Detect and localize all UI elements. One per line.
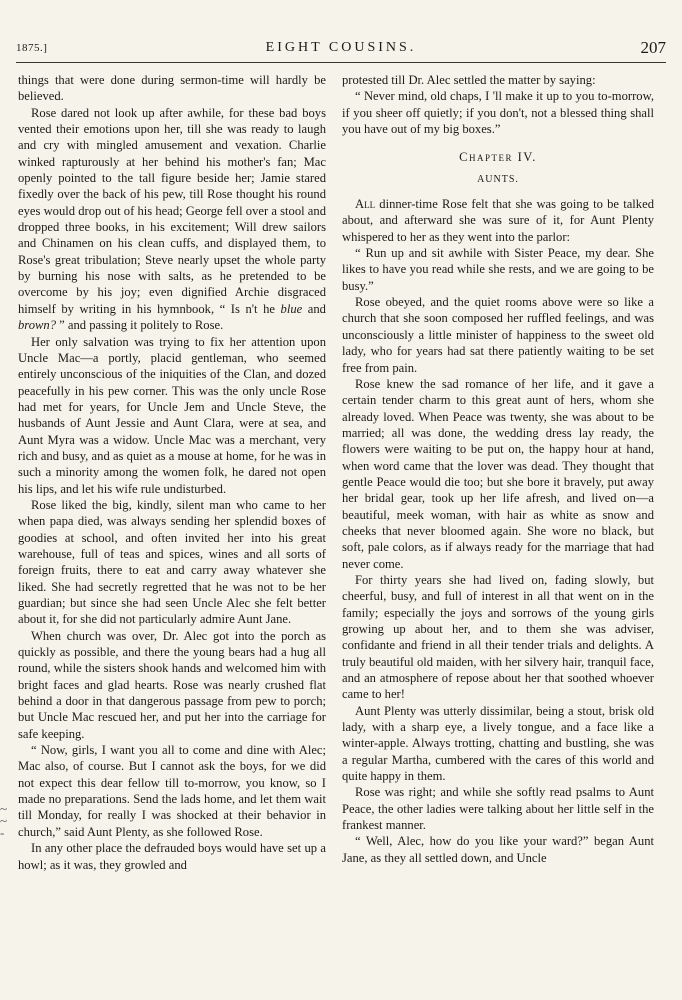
chapter-subtitle: AUNTS. [477, 173, 519, 185]
running-header [16, 38, 666, 60]
chapter-title: Chapter IV. [459, 150, 537, 165]
paragraph-text: dinner-time Rose felt that she was going to be talked about, and afterward she was sure of it, for Aunt Plenty whispered to her as they went into the parlor: [342, 197, 654, 244]
paragraph [18, 105, 326, 334]
paragraph-text: ” and passing it politely to Rose. [56, 318, 224, 333]
italic-word: brown? [18, 318, 57, 333]
paragraph-text: Rose dared not look up after awhile, for these bad boys vented their emotions upon her, till she was ready to laugh and cry with mingled amusement and vexation. Charlie winked rapturously at her behind his mother's fan; Mac openly pointed to the tall figure beside her; Jamie stared fixedly over the back of his pew, till Rose thought his round eyes would drop out of his head; George fell over a stool and dropped three books, in his excitement; Will drew sailors and Chinamen on his clean cuffs, and displayed them, to Rose's great tribulation; Steve nearly upset the whole party by burning his nose with salts, as he pretended to be overcome by his joy; even dignified Archie disgraced himself by writing in his hymnbook, “ Is n't he [18, 105, 326, 316]
margin-pencil-mark: ~ ~ - [0, 801, 8, 840]
paragraph: In any other place the defrauded boys would have set up a howl; as it was, they growled and [18, 841, 326, 872]
paragraph: “ Run up and sit awhile with Sister Peace, my dear. She likes to have you read while she rests, and we are going to be busy.” [342, 246, 654, 293]
paragraph: Rose liked the big, kindly, silent man who came to her when papa died, was always sending her splendid boxes of goodies at school, and often invited her into his great warehouse, full of teas and spices, wines and all sorts of foreign fruits, there to eat and carry away whatever she liked. She had secretly regretted that he was not to be her guardian; but since she had seen Uncle Alec she felt better about it, for she did not particularly admire Aunt Jane. [18, 497, 326, 627]
paragraph: Rose knew the sad romance of her life, and it gave a certain tender charm to this great aunt of hers, whom she already loved. When Peace was twenty, she was about to be married; all was done, the wedding dress lay ready, the flowers were waiting to be put on, the happy hour at hand, when word came that the lover was dead. They thought that gentle Peace would die too; but she bore it bravely, put away her bridal gear, took up her life afresh, and lived on—a beautiful, meek woman, with hair as white as snow and cheeks that never bloomed again. She wore no black, but soft, pale colors, as if always ready for the marriage that had never come. [342, 376, 654, 571]
paragraph: Aunt Plenty was utterly dissimilar, being a stout, brisk old lady, with a sharp eye, a lively tongue, and a face like a winter-apple. Always trotting, chatting and bustling, she was a regular Martha, cumbered with the cares of this world and quite happy in them. [342, 703, 654, 784]
paragraph-text: and [302, 301, 326, 316]
page-number: 207 [640, 38, 666, 57]
paragraph [342, 196, 654, 245]
paragraph: “ Never mind, old chaps, I 'll make it up to you to-morrow, if you sheer off quietly; if you don't, not a blessed thing shall you have out of my big boxes.” [342, 89, 654, 137]
italic-word: blue [280, 301, 303, 316]
drop-lead-word: All [355, 197, 376, 212]
header-rule [16, 62, 666, 63]
paragraph: protested till Dr. Alec settled the matter by saying: [342, 73, 596, 87]
paragraph: Her only salvation was trying to fix her attention upon Uncle Mac—a portly, placid gentleman, who seemed entirely unconscious of the iniquities of the Clan, and dozed peacefully in his pew corner. This was the only uncle Rose had met for years, for Uncle Jem and Uncle Steve, the husbands of Aunt Jessie and Aunt Clara, were at sea, and Aunt Myra was a widow. Uncle Mac was a merchant, very rich and busy, and as quiet as a mouse at home, for he was in such a minority among the women folk, he dared not open his lips, and let his wife rule undisturbed. [18, 334, 326, 496]
header-year: 1875.] [16, 42, 48, 54]
paragraph: Rose obeyed, and the quiet rooms above were so like a church that she soon composed her ruffled feelings, and was unconsciously a little minister of happiness to the sweet old lady, who for years had sat there patiently waiting to be set free from pain. [342, 295, 654, 375]
paragraph: “ Well, Alec, how do you like your ward?” began Aunt Jane, as they all settled down, and Uncle [342, 834, 654, 865]
header-title: EIGHT COUSINS. [265, 40, 417, 55]
paragraph: things that were done during sermon-time will hardly be believed. [18, 73, 326, 104]
paragraph: “ Now, girls, I want you all to come and dine with Alec; Mac also, of course. But I cannot ask the boys, for we did not expect this dear fellow till to-morrow, you know, so I made no preparations. Send the lads home, and let them wait till Monday, for really I was shocked at their behavior in church,” said Aunt Plenty, as she followed Rose. [18, 743, 326, 839]
paragraph: Rose was right; and while she softly read psalms to Aunt Peace, the other ladies were talking about her little self in the frankest manner. [342, 785, 654, 833]
paragraph: When church was over, Dr. Alec got into the porch as quickly as possible, and there the young bears had a hug all round, while the sisters shook hands and welcomed him with bright faces and glad hearts. Rose was nearly crushed flat behind a door in that dangerous passage from pew to porch; but Uncle Mac rescued her, and put her into the carriage for safe keeping. [18, 628, 326, 741]
right-column [342, 72, 654, 866]
paragraph: For thirty years she had lived on, fading slowly, but cheerful, busy, and full of interest in all that went on in the family; especially the joys and sorrows of the young girls growing up about her, and to them she was adviser, confidante and friend in all their tender trials and delights. A truly beautiful old maiden, with her silvery hair, tranquil face, and an atmosphere of repose about her that soothed whoever came to her! [342, 572, 654, 702]
left-column [18, 72, 326, 873]
